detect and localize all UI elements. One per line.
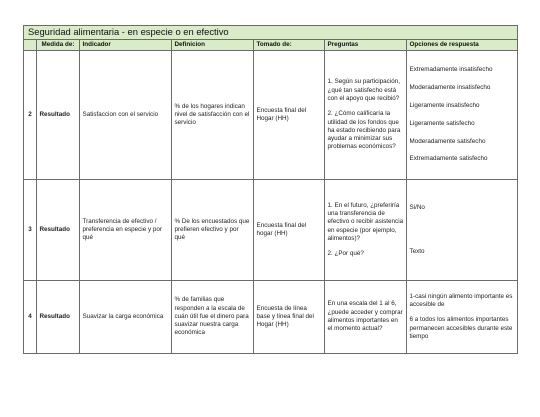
answer-option: 6 a todos los alimentos importantes permanecen accesibles durante este tiempo bbox=[409, 316, 513, 340]
header-tomado: Tomado de: bbox=[254, 40, 325, 51]
answer-option: Ligeramente satisfecho bbox=[409, 119, 475, 127]
definicion-cell: % De los encuestados que prefieren efectivo y por qué bbox=[172, 180, 254, 281]
question: En una escala del 1 al 6, ¿puede acceder y comprar alimentos importantes en el momento actual? bbox=[327, 300, 403, 333]
header-preguntas: Preguntas bbox=[325, 40, 407, 51]
row-number: 3 bbox=[24, 180, 37, 281]
header-definicion: Definicion bbox=[172, 40, 254, 51]
opciones-cell bbox=[407, 180, 518, 281]
medida-cell: Resultado bbox=[37, 51, 80, 180]
row-number: 2 bbox=[24, 51, 37, 180]
answer-option: Ligeramente insatisfecho bbox=[409, 101, 480, 109]
preguntas-cell bbox=[325, 180, 407, 281]
answer-option: Extremadamente insatisfecho bbox=[409, 66, 493, 74]
preguntas-cell bbox=[325, 51, 407, 180]
answer-option: Extremadamente satisfecho bbox=[409, 155, 488, 163]
table-row bbox=[24, 180, 518, 281]
tomado-cell: Encuesta de línea base y línea final del Hogar (HH) bbox=[254, 281, 325, 354]
medida-cell: Resultado bbox=[37, 281, 80, 354]
question: 2. ¿Por qué? bbox=[327, 250, 364, 258]
header-row bbox=[24, 40, 518, 51]
header-indicador: Indicador bbox=[80, 40, 172, 51]
opciones-cell bbox=[407, 281, 518, 354]
table-row bbox=[24, 281, 518, 354]
table-title: Seguridad alimentaria - en especie o en efectivo bbox=[24, 26, 518, 40]
opciones-cell bbox=[407, 51, 518, 180]
indicador-cell: Transferencia de efectivo / preferencia en especie y por qué bbox=[80, 180, 172, 281]
answer-option: Moderadamente insatisfecho bbox=[409, 84, 491, 92]
answer-option: Texto bbox=[409, 248, 425, 255]
row-number: 4 bbox=[24, 281, 37, 354]
tomado-cell: Encuesta final del hogar (HH) bbox=[254, 180, 325, 281]
indicador-cell: Suavizar la carga económica bbox=[80, 281, 172, 354]
indicator-table bbox=[23, 25, 518, 354]
preguntas-cell bbox=[325, 281, 407, 354]
tomado-cell: Encuesta final del Hogar (HH) bbox=[254, 51, 325, 180]
definicion-cell: % de familias que responden a la escala de cuán útil fue el dinero para suavizar nuestra carga económica bbox=[172, 281, 254, 354]
header-num bbox=[24, 40, 37, 51]
question: 2. ¿Cómo calificaría la utilidad de los fondos que ha estado recibiendo para ayudar a minimizar sus problemas económicos? bbox=[327, 110, 401, 151]
question: 1. En el futuro, ¿preferiría una transferencia de efectivo o recibir asistencia en especie (por ejemplo, alimentos)? bbox=[327, 201, 404, 242]
answer-option: 1-casi ningún alimento importante es accesible de bbox=[409, 292, 513, 309]
answer-option: Moderadamente satisfecho bbox=[409, 137, 486, 145]
medida-cell: Resultado bbox=[37, 180, 80, 281]
question: 1. Según su participación, ¿qué tan satisfecho está con el apoyo que recibió? bbox=[327, 78, 400, 102]
title-row bbox=[24, 26, 518, 40]
answer-option: Si/No bbox=[409, 203, 425, 211]
header-opciones: Opciones de respuesta bbox=[407, 40, 518, 51]
header-medida: Medida de: bbox=[37, 40, 80, 51]
definicion-cell: % de los hogares indican nivel de satisfacción con el servicio bbox=[172, 51, 254, 180]
indicador-cell: Satisfaccion con el servicio bbox=[80, 51, 172, 180]
table-row bbox=[24, 51, 518, 180]
